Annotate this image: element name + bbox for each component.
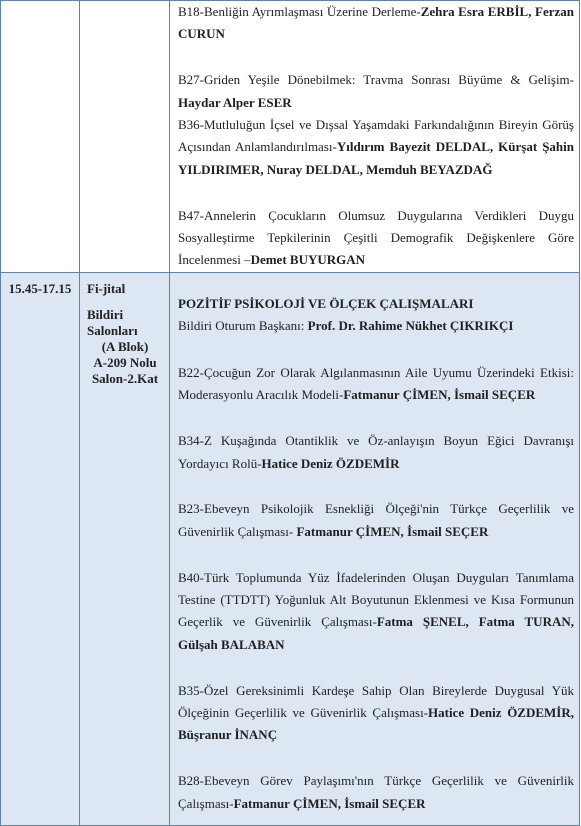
paper-entry [178, 1, 574, 46]
paper-authors: Haydar Alper ESER [178, 94, 292, 110]
paper-title: B36-Mutluluğun İçsel ve Dışsal Yaşamdaki Farkındalığının Bireyin Görüş Açısından Anlamlandırılması- [178, 117, 574, 155]
chair-label: Bildiri Oturum Başkanı: [178, 318, 308, 334]
paper-authors: Yıldırım Bayezit DELDAL, Kürşat Şahin YILDIRIMER, Nuray DELDAL, Memduh BEYAZDAĞ [178, 139, 575, 177]
room-line: Bildiri [87, 306, 124, 322]
room-cell [80, 1, 170, 273]
paper-authors: Fatmanur ÇİMEN, İsmail SEÇER [233, 795, 426, 811]
paper-entry [178, 680, 574, 747]
paper-entry [178, 567, 574, 657]
paper-title: B47-Annelerin Çocukların Olumsuz Duygularına Verdikleri Duygu Sosyalleştirme Tepkilerinin Çeşitli Demografik Değişkenlere Göre İncelenmesi – [178, 207, 574, 268]
time-cell [1, 272, 80, 825]
room-line: (A Blok) [101, 338, 149, 354]
paper-authors: Hatice Deniz ÖZDEMİR, Büşranur İNANÇ [178, 705, 574, 743]
paper-title: B35-Özel Gereksinimli Kardeşe Sahip Olan Bireylerde Duygusal Yük Ölçeğinin Geçerlilik ve Güvenirlik Çalışması- [178, 682, 574, 721]
table-row [1, 272, 580, 825]
paper-title: B22-Çocuğun Zor Olarak Algılanmasının Aile Uyumu Üzerindeki Etkisi: Moderasyonlu Aracılık Modeli- [178, 365, 574, 403]
papers-cell [170, 272, 580, 825]
room-cell [80, 272, 170, 825]
table-row [1, 1, 580, 273]
paper-entry [178, 205, 574, 272]
paper-authors: Fatmanur ÇİMEN, İsmail SEÇER [296, 523, 489, 539]
paper-entry [178, 770, 574, 815]
paper-entry [178, 362, 574, 407]
room-line: Salon-2.Kat [91, 370, 159, 386]
room-line: Salonları [87, 322, 138, 338]
paper-entry [178, 114, 574, 181]
paper-authors: Fatma ŞENEL, Fatma TURAN, Gülşah BALABAN [178, 614, 574, 652]
chair-name: Prof. Dr. Rahime Nükhet ÇIKRIKÇI [307, 318, 514, 334]
paper-title: B40-Türk Toplumunda Yüz İfadelerinden Oluşan Duyguları Tanımlama Testine (TTDTT) Yoğunluk Alt Boyutunun Eklenmesi ve Kısa Formunun Geçerlik ve Güvenirlik Çalışması- [178, 569, 574, 630]
paper-authors: Demet BUYURGAN [250, 252, 366, 268]
room-info [80, 273, 169, 387]
session-time: 15.45-17.15 [8, 280, 72, 296]
paper-authors: Zehra Esra ERBİL, Ferzan CURUN [178, 4, 574, 42]
paper-authors: Fatmanur ÇİMEN, İsmail SEÇER [343, 387, 536, 403]
papers-cell [170, 1, 580, 273]
paper-authors: Hatice Deniz ÖZDEMİR [261, 455, 400, 471]
paper-entry [178, 498, 574, 543]
paper-entry [178, 430, 574, 475]
session-chair [178, 315, 574, 337]
time-cell [1, 1, 80, 273]
paper-entry [178, 69, 574, 114]
session-format: Fi-jital [87, 280, 126, 296]
paper-title: B27-Griden Yeşile Dönebilmek: Travma Sonrası Büyüme & Gelişim- [178, 72, 574, 88]
room-line: A-209 Nolu [93, 354, 157, 370]
session-title: POZİTİF PSİKOLOJİ VE ÖLÇEK ÇALIŞMALARI [178, 295, 474, 311]
paper-title: B18-Benliğin Ayrımlaşması Üzerine Derleme- [178, 4, 421, 19]
paper-title: B34-Z Kuşağında Otantiklik ve Öz-anlayışın Boyun Eğici Davranışı Yordayıcı Rolü- [178, 433, 574, 471]
paper-title: B28-Ebeveyn Görev Paylaşımı'nın Türkçe Geçerlilik ve Güvenirlik Çalışması- [178, 773, 574, 811]
paper-title: B23-Ebeveyn Psikolojik Esnekliği Ölçeği'nin Türkçe Geçerlilik ve Güvenirlik Çalışması- [178, 501, 574, 539]
